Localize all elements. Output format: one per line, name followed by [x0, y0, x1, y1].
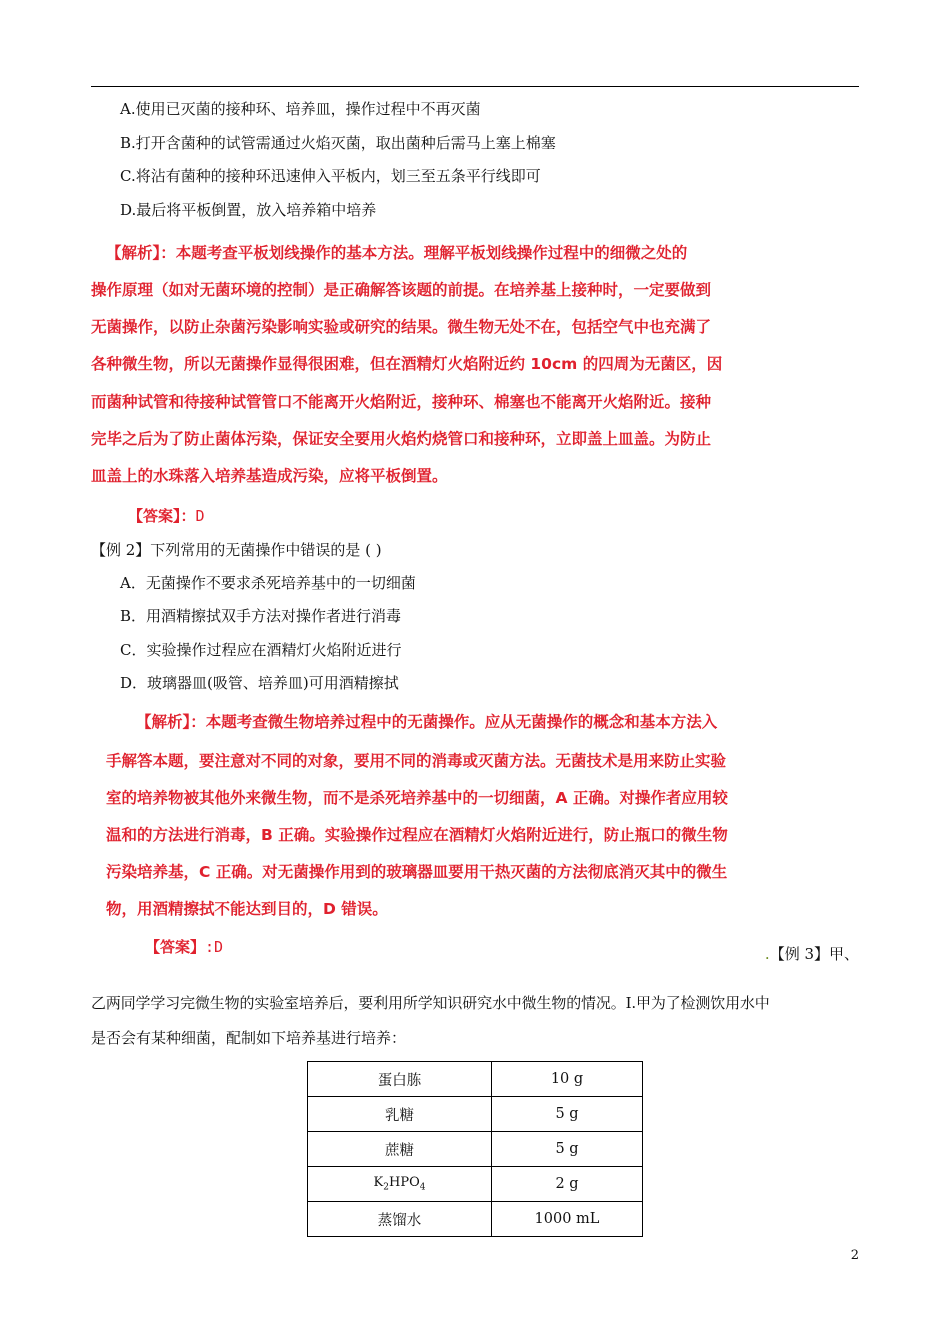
answer-value: D: [195, 507, 205, 525]
q2-analysis-line: 手解答本题，要注意对不同的对象，要用不同的消毒或灭菌方法。无菌技术是用来防止实验: [106, 752, 727, 770]
q2-answer: [145, 937, 223, 957]
formula-hpo: HPO: [388, 1175, 420, 1191]
q2-analysis-line: 【解析】：本题考查微生物培养过程中的无菌操作。应从无菌操作的概念和基本方法入: [136, 713, 718, 731]
q2-analysis-line: 污染培养基，C 正确。对无菌操作用到的玻璃器皿要用干热灭菌的方法彻底消灭其中的微生: [106, 863, 728, 881]
q1-analysis-line: 【解析】：本题考查平板划线操作的基本方法。理解平板划线操作过程中的细微之处的: [106, 244, 688, 262]
formula-sub: 4: [419, 1182, 426, 1193]
q1-option-d: D.最后将平板倒置，放入培养箱中培养: [120, 201, 377, 219]
q2-option-b: B．用酒精擦拭双手方法对操作者进行消毒: [120, 607, 402, 625]
q1-option-b: B.打开含菌种的试管需通过火焰灭菌，取出菌种后需马上塞上棉塞: [120, 134, 556, 152]
table-row: [308, 1062, 643, 1097]
q3-heading: [765, 944, 859, 964]
table-cell-name: 蛋白胨: [308, 1062, 492, 1097]
q2-option-a: A．无菌操作不要求杀死培养基中的一切细菌: [120, 574, 416, 592]
table-cell-name: 蒸馏水: [308, 1202, 492, 1237]
q1-analysis-line: 操作原理（如对无菌环境的控制）是正确解答该题的前提。在培养基上接种时，一定要做到: [91, 281, 712, 299]
table-row: [308, 1202, 643, 1237]
answer-label: 【答案】: [145, 938, 206, 956]
table-row: [308, 1132, 643, 1167]
table-cell-amount: 1000 mL: [492, 1202, 643, 1237]
q1-answer: [128, 506, 205, 526]
q1-analysis-line: 无菌操作，以防止杂菌污染影响实验或研究的结果。微生物无处不在，包括空气中也充满了: [91, 318, 712, 336]
table-row: [308, 1167, 643, 1202]
table-cell-name: 乳糖: [308, 1097, 492, 1132]
formula-k: K: [373, 1175, 384, 1191]
q1-analysis-line: 完毕之后为了防止菌体污染，保证安全要用火焰灼烧管口和接种环，立即盖上皿盖。为防止: [91, 430, 712, 448]
table-cell-name: [308, 1167, 492, 1202]
header-rule: [91, 86, 859, 87]
q3-text-line: 乙两同学学习完微生物的实验室培养后，要利用所学知识研究水中微生物的情况。Ⅰ.甲为了检测饮用水中: [91, 994, 770, 1012]
table-cell-amount: 10 g: [492, 1062, 643, 1097]
q1-analysis-line: 皿盖上的水珠落入培养基造成污染，应将平板倒置。: [91, 467, 448, 485]
table-cell-amount: 5 g: [492, 1097, 643, 1132]
q2-analysis-line: 室的培养物被其他外来微生物，而不是杀死培养基中的一切细菌，A 正确。对操作者应用较: [106, 789, 728, 807]
table-cell-amount: 5 g: [492, 1132, 643, 1167]
q1-option-a: A.使用已灭菌的接种环、培养皿，操作过程中不再灭菌: [120, 100, 481, 118]
table-cell-amount: 2 g: [492, 1167, 643, 1202]
q2-option-c: C．实验操作过程应在酒精灯火焰附近进行: [120, 641, 402, 659]
marker-dot: .: [764, 945, 770, 963]
q1-analysis-line: 各种微生物，所以无菌操作显得很困难，但在酒精灯火焰附近约 10cm 的四周为无菌区，因: [91, 355, 723, 373]
q3-label: 【例 3】甲、: [769, 945, 859, 963]
q2-analysis-line: 物，用酒精擦拭不能达到目的，D 错误。: [106, 900, 388, 918]
q3-text-line: 是否会有某种细菌，配制如下培养基进行培养：: [91, 1029, 407, 1047]
formula-sub: 2: [383, 1182, 389, 1193]
medium-table: [307, 1061, 643, 1237]
answer-label: 【答案】：: [128, 507, 196, 525]
q1-option-c: C.将沾有菌种的接种环迅速伸入平板内，划三至五条平行线即可: [120, 167, 541, 185]
page-number: 2: [850, 1248, 859, 1263]
q2-analysis-line: 温和的方法进行消毒，B 正确。实验操作过程应在酒精灯火焰附近进行，防止瓶口的微生物: [106, 826, 728, 844]
table-cell-name: 蔗糖: [308, 1132, 492, 1167]
answer-value: :D: [205, 938, 224, 956]
table-row: [308, 1097, 643, 1132]
q2-stem: 【例 2】下列常用的无菌操作中错误的是 ( ): [91, 541, 382, 559]
q2-option-d: D．玻璃器皿(吸管、培养皿)可用酒精擦拭: [120, 674, 399, 692]
q1-analysis-line: 而菌种试管和待接种试管管口不能离开火焰附近，接种环、棉塞也不能离开火焰附近。接种: [91, 393, 712, 411]
